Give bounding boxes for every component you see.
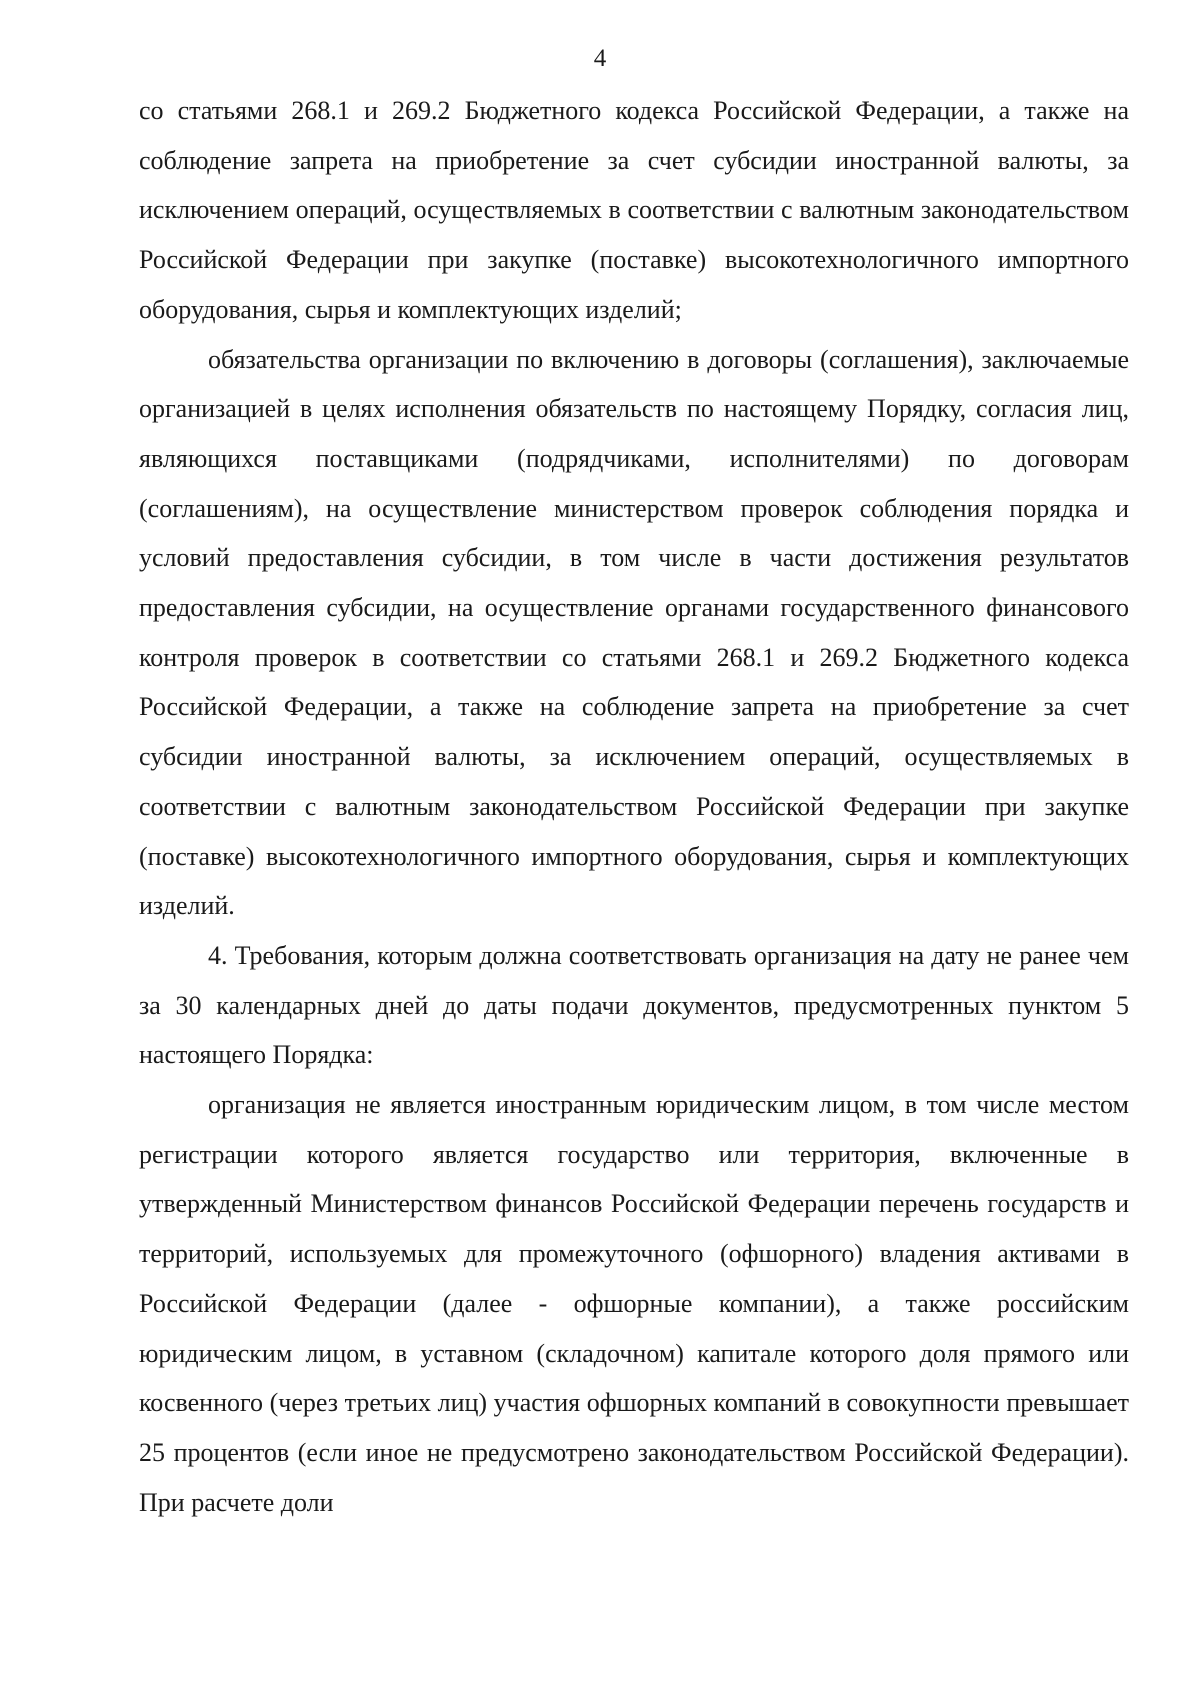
paragraph-continuation: со статьями 268.1 и 269.2 Бюджетного кодекса Российской Федерации, а также на соблюдение запрета на приобретение за счет субсидии иностранной валюты, за исключением операций, осуществляемых в соответствии с валютным законодательством Российской Федерации при закупке (поставке) высокотехнологичного импортного оборудования, сырья и комплектующих изделий; [139,96,1129,324]
paragraph-obligations: обязательства организации по включению в договоры (соглашения), заключаемые организацией в целях исполнения обязательств по настоящему Порядку, согласия лиц, являющихся поставщиками (подрядчиками, исполнителями) по договорам (соглашениям), на осуществление министерством проверок соблюдения порядка и условий предоставления субсидии, в том числе в части достижения результатов предоставления субсидии, на осуществление органами государственного финансового контроля проверок в соответствии со статьями 268.1 и 269.2 Бюджетного кодекса Российской Федерации, а также на соблюдение запрета на приобретение за счет субсидии иностранной валюты, за исключением операций, осуществляемых в соответствии с валютным законодательством Российской Федерации при закупке (поставке) высокотехнологичного импортного оборудования, сырья и комплектующих изделий. [139,344,1129,921]
paragraph-offshore-requirement: организация не является иностранным юридическим лицом, в том числе местом регистрации которого является государство или территория, включенные в утвержденный Министерством финансов Российской Федерации перечень государств и территорий, используемых для промежуточного (офшорного) владения активами в Российской Федерации (далее - офшорные компании), а также российским юридическим лицом, в уставном (складочном) капитале которого доля прямого или косвенного (через третьих лиц) участия офшорных компаний в совокупности превышает 25 процентов (если иное не предусмотрено законодательством Российской Федерации). При расчете доли [139,1090,1129,1517]
document-body [139,86,1129,1527]
paragraph-requirements-heading: 4. Требования, которым должна соответствовать организация на дату не ранее чем за 30 календарных дней до даты подачи документов, предусмотренных пунктом 5 настоящего Порядка: [139,940,1129,1070]
page-number: 4 [593,45,607,72]
